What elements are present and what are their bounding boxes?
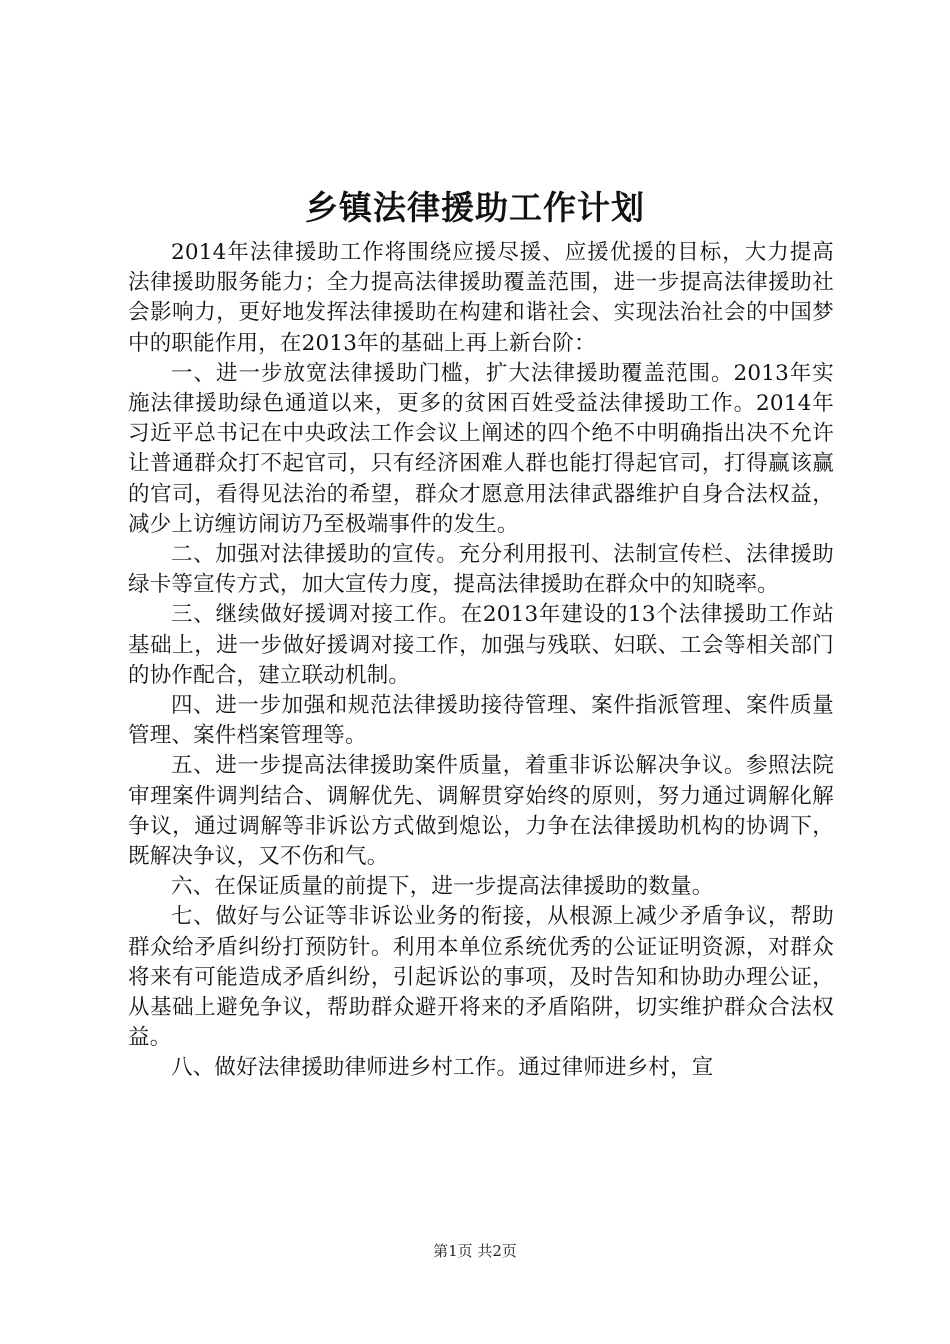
paragraph-item-3: 三、继续做好援调对接工作。在2013年建设的13个法律援助工作站基础上，进一步做好援调对接工作，加强与残联、妇联、工会等相关部门的协作配合，建立联动机制。 xyxy=(128,602,834,688)
paragraph-item-7: 七、做好与公证等非诉讼业务的衔接，从根源上减少矛盾争议，帮助群众给矛盾纠纷打预防针。利用本单位系统优秀的公证证明资源，对群众将来有可能造成矛盾纠纷，引起诉讼的事项，及时告知和协助办理公证，从基础上避免争议，帮助群众避开将来的矛盾陷阱，切实维护群众合法权益。 xyxy=(128,904,834,1051)
paragraph-item-2: 二、加强对法律援助的宣传。充分利用报刊、法制宣传栏、法律援助绿卡等宣传方式，加大宣传力度，提高法律援助在群众中的知晓率。 xyxy=(128,542,834,598)
paragraph-item-1: 一、进一步放宽法律援助门槛，扩大法律援助覆盖范围。2013年实施法律援助绿色通道以来，更多的贫困百姓受益法律援助工作。2014年习近平总书记在中央政法工作会议上阐述的四个绝不中明确指出决不允许让普通群众打不起官司，只有经济困难人群也能打得起官司，打得赢该赢的官司，看得见法治的希望，群众才愿意用法律武器维护自身合法权益，减少上访缠访闹访乃至极端事件的发生。 xyxy=(128,360,834,537)
paragraph-intro: 2014年法律援助工作将围绕应援尽援、应援优援的目标，大力提高法律援助服务能力；全力提高法律援助覆盖范围，进一步提高法律援助社会影响力，更好地发挥法律援助在构建和谐社会、实现法治社会的中国梦中的职能作用，在2013年的基础上再上新台阶： xyxy=(128,240,834,356)
paragraph-item-8: 八、做好法律援助律师进乡村工作。通过律师进乡村，宣 xyxy=(171,1055,714,1081)
paragraph-item-4: 四、进一步加强和规范法律援助接待管理、案件指派管理、案件质量管理、案件档案管理等。 xyxy=(128,693,834,749)
page-footer: 第1页 共2页 xyxy=(433,1242,517,1260)
document-title: 乡镇法律援助工作计划 xyxy=(305,188,645,227)
paragraph-item-6: 六、在保证质量的前提下，进一步提高法律援助的数量。 xyxy=(171,874,714,900)
document-body xyxy=(128,238,834,1084)
paragraph-item-5: 五、进一步提高法律援助案件质量，着重非诉讼解决争议。参照法院审理案件调判结合、调解优先、调解贯穿始终的原则，努力通过调解化解争议，通过调解等非诉讼方式做到熄讼，力争在法律援助机构的协调下，既解决争议，又不伤和气。 xyxy=(128,753,834,870)
